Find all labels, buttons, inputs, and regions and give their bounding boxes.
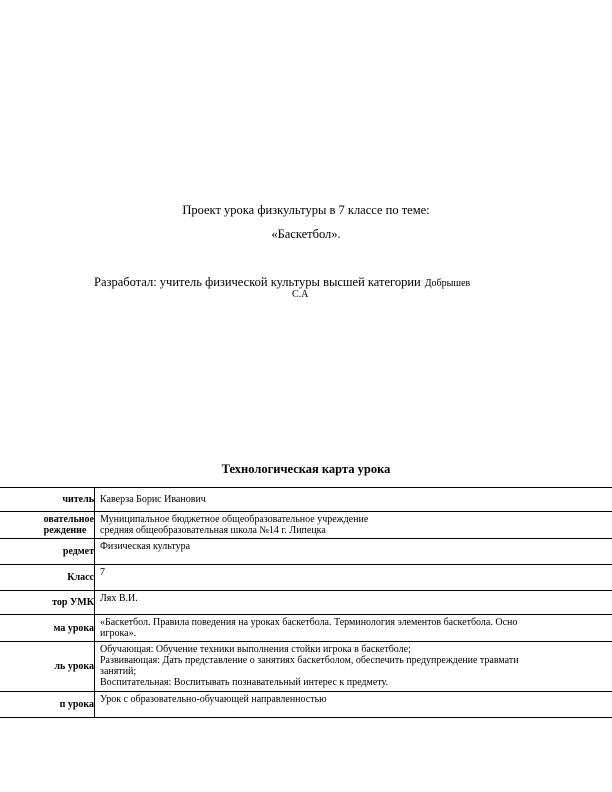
author-line [94,275,470,290]
table-row [0,565,612,591]
row-label: Класс [0,565,95,591]
card-title: Технологическая карта урока [221,462,391,476]
author-prefix: Разработал: учитель физической культуры высшей категории [94,275,421,289]
row-value: Каверза Борис Иванович [95,488,612,512]
author-initials: С.А [292,289,309,300]
table-row [0,615,612,642]
author-surname: Добрышев [424,278,471,289]
row-value: Обучающая: Обучение техники выполнения стойки игрока в баскетболе; Развивающая: Дать представление о занятиях баскетболом, обеспечить предупреждение травмати занятий; Воспитательная: Воспитывать познавательный интерес к предмету. [95,642,612,692]
project-title-line1: Проект урока физкультуры в 7 классе по теме: [182,203,430,217]
row-label: читель [0,488,95,512]
row-label: овательное реждение [0,512,95,539]
row-label: ма урока [0,615,95,642]
table-row [0,512,612,539]
row-label: п урока [0,692,95,718]
row-value: «Баскетбол. Правила поведения на уроках баскетбола. Терминология элементов баскетбола. Осно игрока». [95,615,612,642]
table-row [0,539,612,565]
row-label: тор УМК [0,591,95,615]
row-label: ль урока [0,642,95,692]
row-value: Муниципальное бюджетное общеобразовательное учреждение средняя общеобразовательная школа №14 г. Липецка [95,512,612,539]
row-value: Лях В.И. [95,591,612,615]
table-row [0,591,612,615]
row-label: редмет [0,539,95,565]
row-value: 7 [95,565,612,591]
project-topic: «Баскетбол». [271,227,341,241]
row-value: Физическая культура [95,539,612,565]
table-row [0,488,612,512]
row-value: Урок с образовательно-обучающей направленностью [95,692,612,718]
table-row [0,642,612,692]
lesson-card-table [0,487,612,718]
table-row [0,692,612,718]
